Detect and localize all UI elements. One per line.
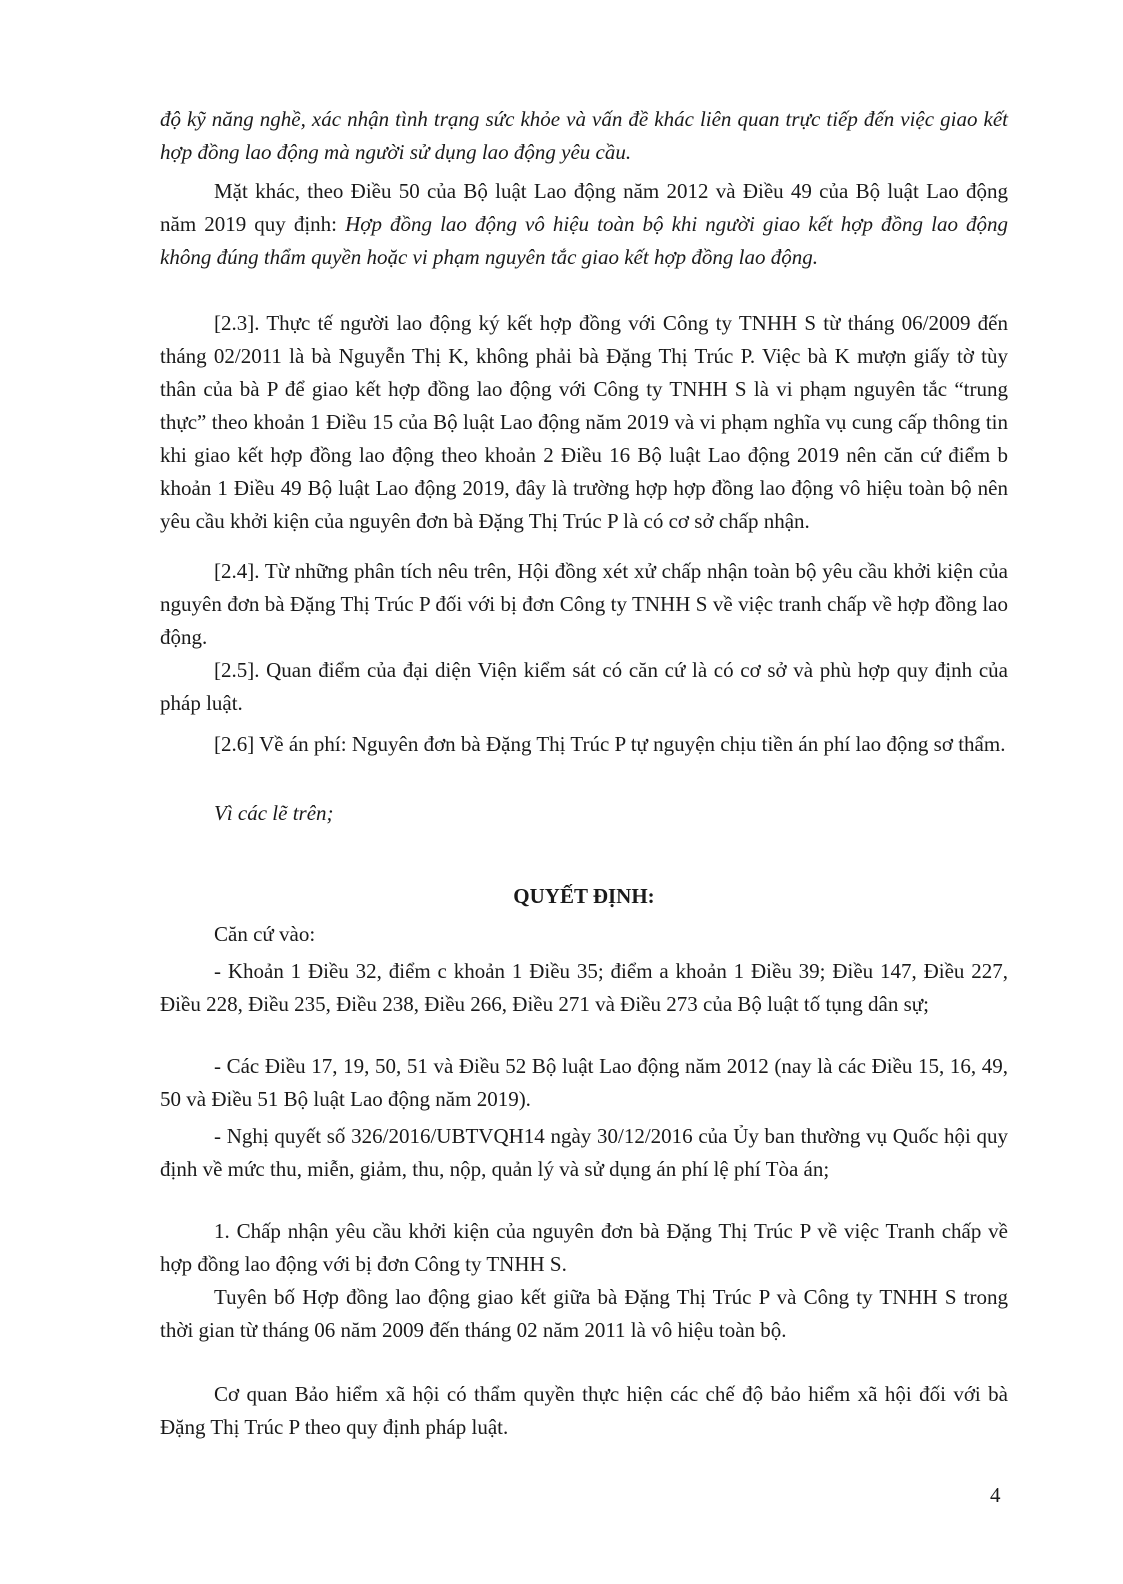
paragraph-continuation: độ kỹ năng nghề, xác nhận tình trạng sức khỏe và vấn đề khác liên quan trực tiếp đến việc giao kết hợp đồng lao động mà người sử dụng lao động yêu cầu. [160,107,1008,164]
paragraph-2-6: [2.6] Về án phí: Nguyên đơn bà Đặng Thị Trúc P tự nguyện chịu tiền án phí lao động sơ thẩm. [214,732,1006,756]
paragraph-pursuant: Căn cứ vào: [214,922,316,946]
paragraph-legal-basis-1: - Khoản 1 Điều 32, điểm c khoản 1 Điều 35; điểm a khoản 1 Điều 39; Điều 147, Điều 227, Điều 228, Điều 235, Điều 238, Điều 266, Điều 271 và Điều 273 của Bộ luật tố tụng dân sự; [160,959,1008,1016]
page-number: 4 [990,1483,1001,1507]
paragraph-closing: Vì các lẽ trên; [214,801,334,825]
paragraph-decision-1: 1. Chấp nhận yêu cầu khởi kiện của nguyên đơn bà Đặng Thị Trúc P về việc Tranh chấp về hợp đồng lao động với bị đơn Công ty TNHH S. [160,1219,1008,1276]
paragraph-2-5: [2.5]. Quan điểm của đại diện Viện kiểm sát có căn cứ là có cơ sở và phù hợp quy định của pháp luật. [160,658,1008,715]
paragraph-article-50-lead: Mặt khác, theo Điều 50 của Bộ luật Lao động năm 2012 và Điều 49 của Bộ luật Lao động năm 2019 quy định: [160,179,1008,236]
paragraph-legal-basis-3: - Nghị quyết số 326/2016/UBTVQH14 ngày 30/12/2016 của Ủy ban thường vụ Quốc hội quy định về mức thu, miễn, giảm, thu, nộp, quản lý và sử dụng án phí lệ phí Tòa án; [160,1124,1008,1181]
paragraph-article-50-quote: Hợp đồng lao động vô hiệu toàn bộ khi người giao kết hợp đồng lao động không đúng thẩm quyền hoặc vi phạm nguyên tắc giao kết hợp đồng lao động. [160,212,1009,269]
paragraph-legal-basis-2: - Các Điều 17, 19, 50, 51 và Điều 52 Bộ luật Lao động năm 2012 (nay là các Điều 15, 16, 49, 50 và Điều 51 Bộ luật Lao động năm 2019). [160,1054,1008,1111]
decision-heading: QUYẾT ĐỊNH: [513,884,655,908]
paragraph-social-insurance: Cơ quan Bảo hiểm xã hội có thẩm quyền thực hiện các chế độ bảo hiểm xã hội đối với bà Đặng Thị Trúc P theo quy định pháp luật. [160,1382,1008,1439]
paragraph-declaration: Tuyên bố Hợp đồng lao động giao kết giữa bà Đặng Thị Trúc P và Công ty TNHH S trong thời gian từ tháng 06 năm 2009 đến tháng 02 năm 2011 là vô hiệu toàn bộ. [160,1285,1008,1342]
paragraph-2-4: [2.4]. Từ những phân tích nêu trên, Hội đồng xét xử chấp nhận toàn bộ yêu cầu khởi kiện của nguyên đơn bà Đặng Thị Trúc P đối với bị đơn Công ty TNHH S về việc tranh chấp về hợp đồng lao động. [160,559,1008,649]
paragraph-2-3: [2.3]. Thực tế người lao động ký kết hợp đồng với Công ty TNHH S từ tháng 06/2009 đến tháng 02/2011 là bà Nguyễn Thị K, không phải bà Đặng Thị Trúc P. Việc bà K mượn giấy tờ tùy thân của bà P để giao kết hợp đồng lao động với Công ty TNHH S là vi phạm nguyên tắc “trung thực” theo khoản 1 Điều 15 của Bộ luật Lao động năm 2019 và vi phạm nghĩa vụ cung cấp thông tin khi giao kết hợp đồng lao động theo khoản 2 Điều 16 Bộ luật Lao động 2019 nên căn cứ điểm b khoản 1 Điều 49 Bộ luật Lao động 2019, đây là trường hợp hợp đồng lao động vô hiệu toàn bộ nên yêu cầu khởi kiện của nguyên đơn bà Đặng Thị Trúc P là có cơ sở chấp nhận. [160,311,1008,533]
paragraph-article-50 [160,175,1008,274]
